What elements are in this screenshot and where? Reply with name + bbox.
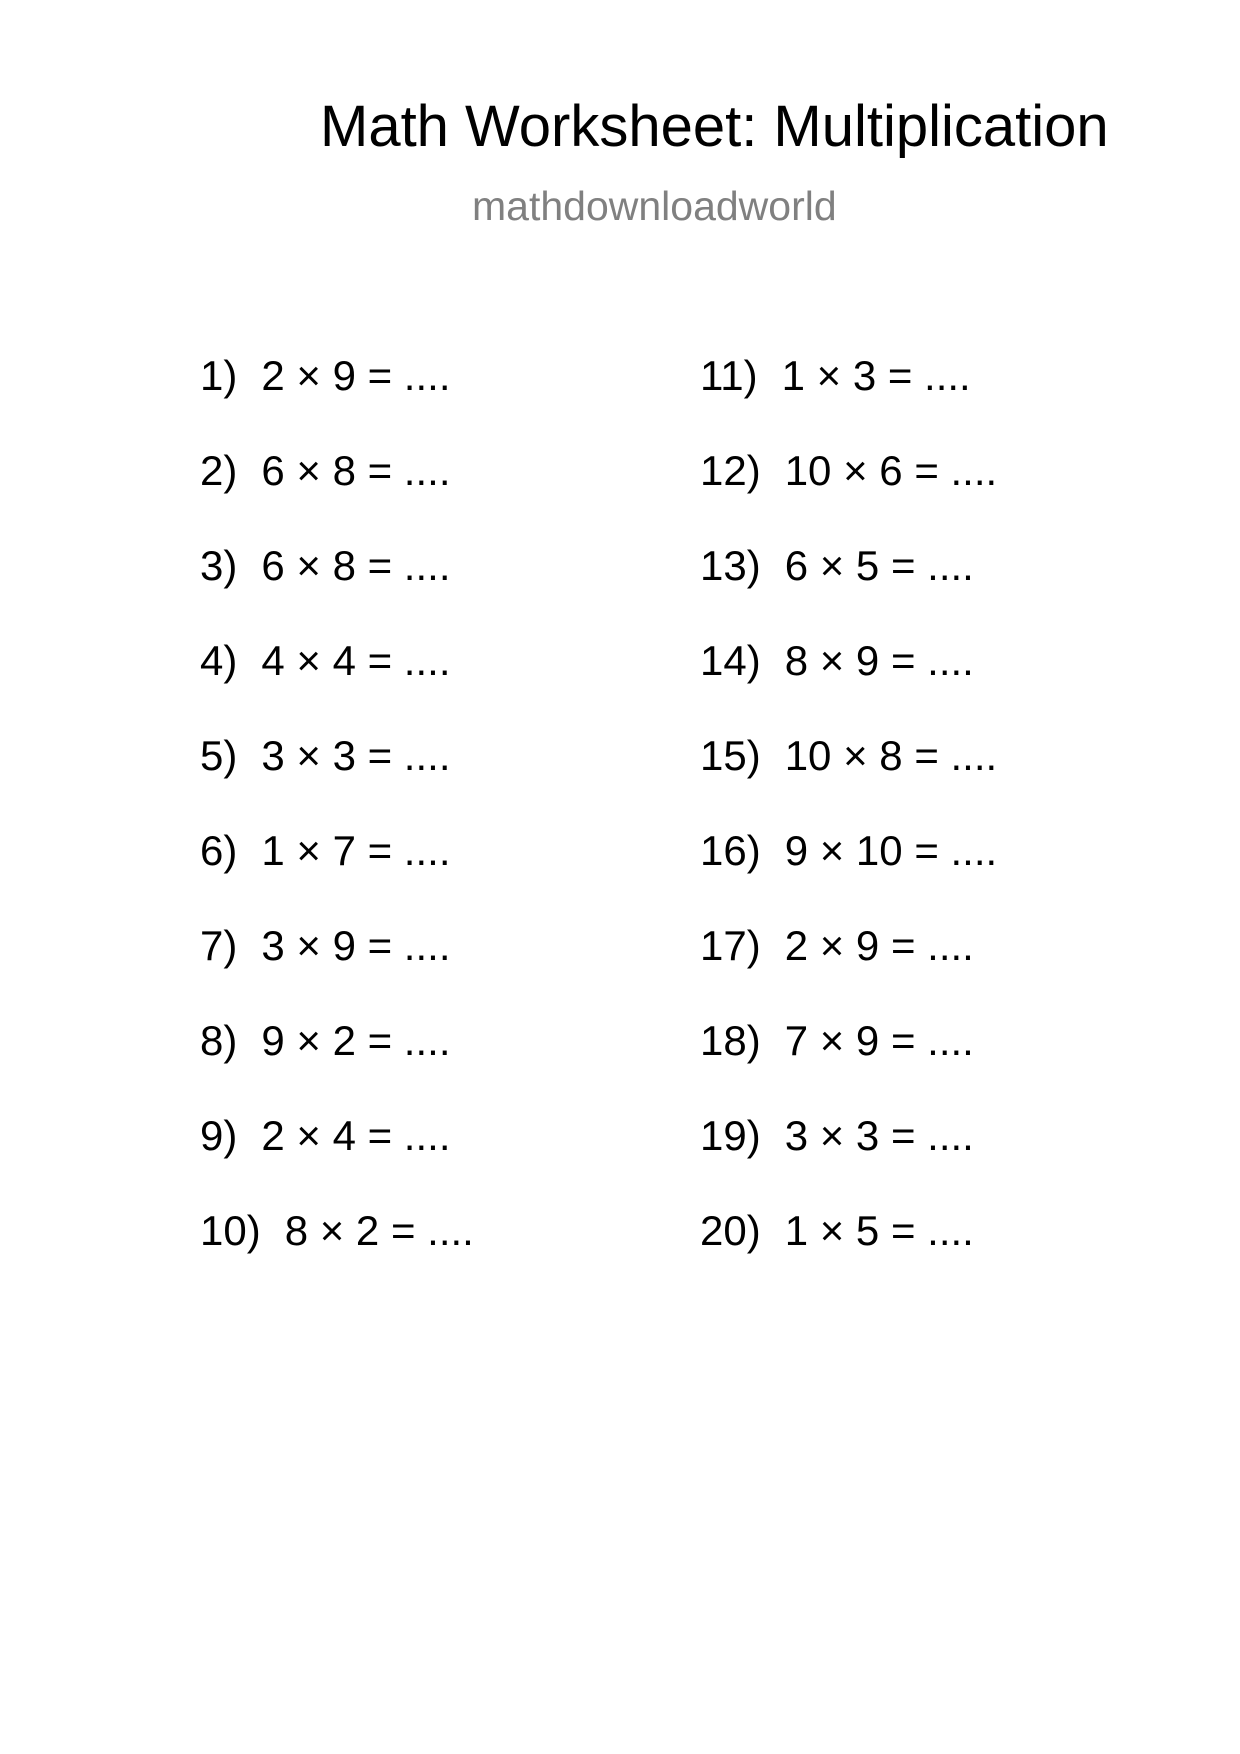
problem-item	[200, 1017, 474, 1112]
problem-expression: 9 × 2 = ....	[261, 1017, 451, 1064]
problem-item	[700, 637, 997, 732]
problem-number: 9)	[200, 1112, 238, 1159]
problem-expression: 6 × 5 = ....	[784, 542, 974, 589]
problem-number: 3)	[200, 542, 238, 589]
problem-item	[200, 922, 474, 1017]
problem-item	[200, 1112, 474, 1207]
problem-item	[700, 1207, 997, 1302]
problem-column-left	[200, 352, 474, 1302]
problem-number: 6)	[200, 827, 238, 874]
problem-number: 16)	[700, 827, 761, 874]
worksheet-source: mathdownloadworld	[472, 183, 837, 229]
problem-expression: 1 × 3 = ....	[781, 352, 971, 399]
problem-item	[700, 1112, 997, 1207]
problem-expression: 6 × 8 = ....	[261, 447, 451, 494]
problem-item	[200, 637, 474, 732]
problem-expression: 1 × 7 = ....	[261, 827, 451, 874]
problem-expression: 2 × 9 = ....	[261, 352, 451, 399]
problem-item	[700, 732, 997, 827]
problem-number: 15)	[700, 732, 761, 779]
problem-expression: 9 × 10 = ....	[784, 827, 998, 874]
problem-expression: 8 × 2 = ....	[284, 1207, 474, 1254]
problem-number: 7)	[200, 922, 238, 969]
problem-item	[200, 542, 474, 637]
problem-item	[700, 352, 997, 447]
problem-number: 10)	[200, 1207, 261, 1254]
problem-number: 20)	[700, 1207, 761, 1254]
problem-expression: 3 × 9 = ....	[261, 922, 451, 969]
problem-item	[200, 827, 474, 922]
problem-number: 2)	[200, 447, 238, 494]
problem-number: 18)	[700, 1017, 761, 1064]
problem-item	[700, 542, 997, 637]
problem-number: 4)	[200, 637, 238, 684]
problem-expression: 7 × 9 = ....	[784, 1017, 974, 1064]
problem-number: 14)	[700, 637, 761, 684]
problem-item	[700, 827, 997, 922]
problem-expression: 3 × 3 = ....	[784, 1112, 974, 1159]
problem-expression: 2 × 4 = ....	[261, 1112, 451, 1159]
problem-number: 12)	[700, 447, 761, 494]
problem-expression: 4 × 4 = ....	[261, 637, 451, 684]
problem-item	[200, 447, 474, 542]
problem-number: 5)	[200, 732, 238, 779]
problem-number: 13)	[700, 542, 761, 589]
worksheet-title: Math Worksheet: Multiplication	[320, 94, 1109, 159]
problem-expression: 3 × 3 = ....	[261, 732, 451, 779]
problem-column-right	[700, 352, 997, 1302]
problem-number: 1)	[200, 352, 238, 399]
problem-item	[200, 1207, 474, 1302]
problem-expression: 1 × 5 = ....	[784, 1207, 974, 1254]
problem-number: 11)	[700, 352, 758, 399]
problem-item	[700, 1017, 997, 1112]
problem-number: 8)	[200, 1017, 238, 1064]
problem-item	[200, 732, 474, 827]
problem-expression: 8 × 9 = ....	[784, 637, 974, 684]
problem-expression: 10 × 6 = ....	[784, 447, 998, 494]
problem-number: 19)	[700, 1112, 761, 1159]
problem-expression: 2 × 9 = ....	[784, 922, 974, 969]
problem-item	[200, 352, 474, 447]
problem-expression: 6 × 8 = ....	[261, 542, 451, 589]
problem-item	[700, 447, 997, 542]
problem-item	[700, 922, 997, 1017]
problem-expression: 10 × 8 = ....	[784, 732, 998, 779]
problem-number: 17)	[700, 922, 761, 969]
